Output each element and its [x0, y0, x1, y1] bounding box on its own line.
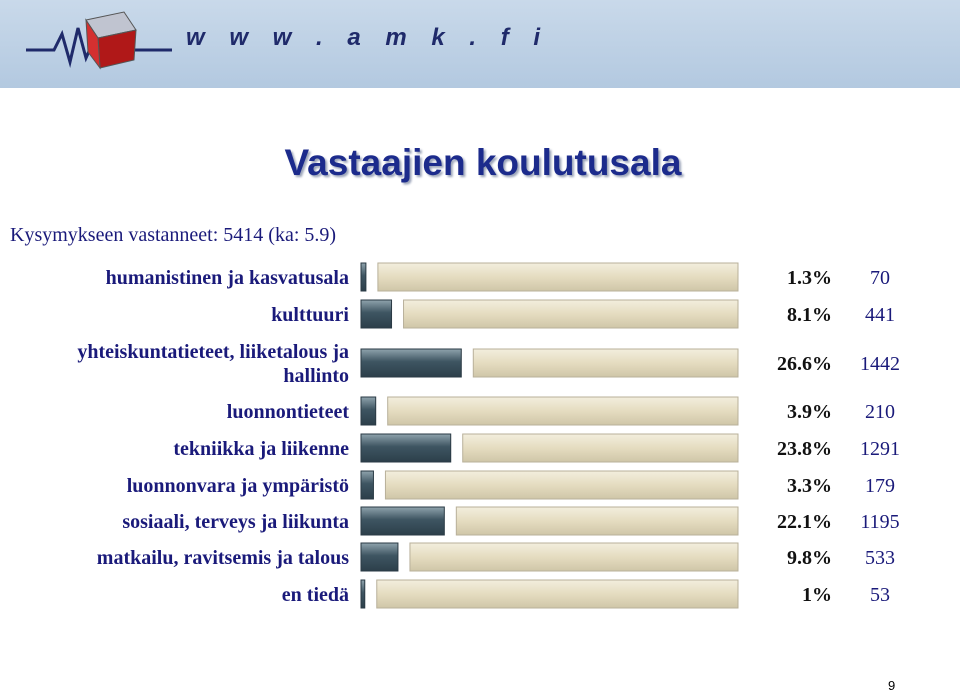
site-url[interactable]: w w w . a m k . f i: [186, 24, 550, 51]
percent-label: 9.8%: [787, 547, 832, 569]
bar-value: [361, 263, 366, 291]
bar-remainder: [385, 471, 738, 499]
category-label: sosiaali, terveys ja liikunta: [122, 511, 349, 533]
bar-remainder: [410, 543, 738, 571]
percent-label: 1.3%: [787, 267, 832, 289]
bar-remainder: [388, 397, 738, 425]
bar-remainder: [473, 349, 738, 377]
page-number: 9: [888, 678, 896, 693]
respondent-count-text: Kysymykseen vastanneet: 5414 (ka: 5.9): [10, 224, 337, 246]
percent-label: 3.9%: [787, 401, 832, 423]
count-label: 1442: [860, 353, 900, 375]
percent-label: 8.1%: [787, 304, 832, 326]
category-label: yhteiskuntatieteet, liiketalous ja: [77, 341, 349, 363]
bar-value: [361, 543, 398, 571]
bar-value: [361, 434, 451, 462]
count-label: 533: [865, 547, 895, 569]
bar-value: [361, 580, 365, 608]
bar-remainder: [377, 580, 738, 608]
count-label: 441: [865, 304, 895, 326]
bar-remainder: [378, 263, 738, 291]
percent-label: 26.6%: [777, 353, 832, 375]
bar-value: [361, 397, 376, 425]
bar-value: [361, 300, 392, 328]
percent-label: 23.8%: [777, 438, 832, 460]
count-label: 210: [865, 401, 895, 423]
percent-label: 22.1%: [777, 511, 832, 533]
category-label: matkailu, ravitsemis ja talous: [96, 547, 349, 569]
bar-value: [361, 507, 444, 535]
page-title: Vastaajien koulutusala: [284, 142, 682, 183]
bar-remainder: [463, 434, 738, 462]
bar-value: [361, 471, 373, 499]
category-label: luonnonvara ja ympäristö: [126, 475, 349, 497]
category-label: en tiedä: [281, 584, 349, 606]
percent-label: 1%: [802, 584, 832, 606]
count-label: 53: [870, 584, 890, 606]
category-label: hallinto: [283, 365, 349, 387]
count-label: 1291: [860, 438, 900, 460]
count-label: 70: [870, 267, 890, 289]
category-label: luonnontieteet: [226, 401, 349, 423]
category-label: humanistinen ja kasvatusala: [105, 267, 349, 289]
bar-value: [361, 349, 461, 377]
category-label: tekniikka ja liikenne: [173, 438, 349, 460]
category-label: kulttuuri: [271, 304, 349, 326]
count-label: 179: [865, 475, 895, 497]
bar-remainder: [404, 300, 738, 328]
count-label: 1195: [860, 511, 900, 533]
bar-remainder: [456, 507, 738, 535]
percent-label: 3.3%: [787, 475, 832, 497]
